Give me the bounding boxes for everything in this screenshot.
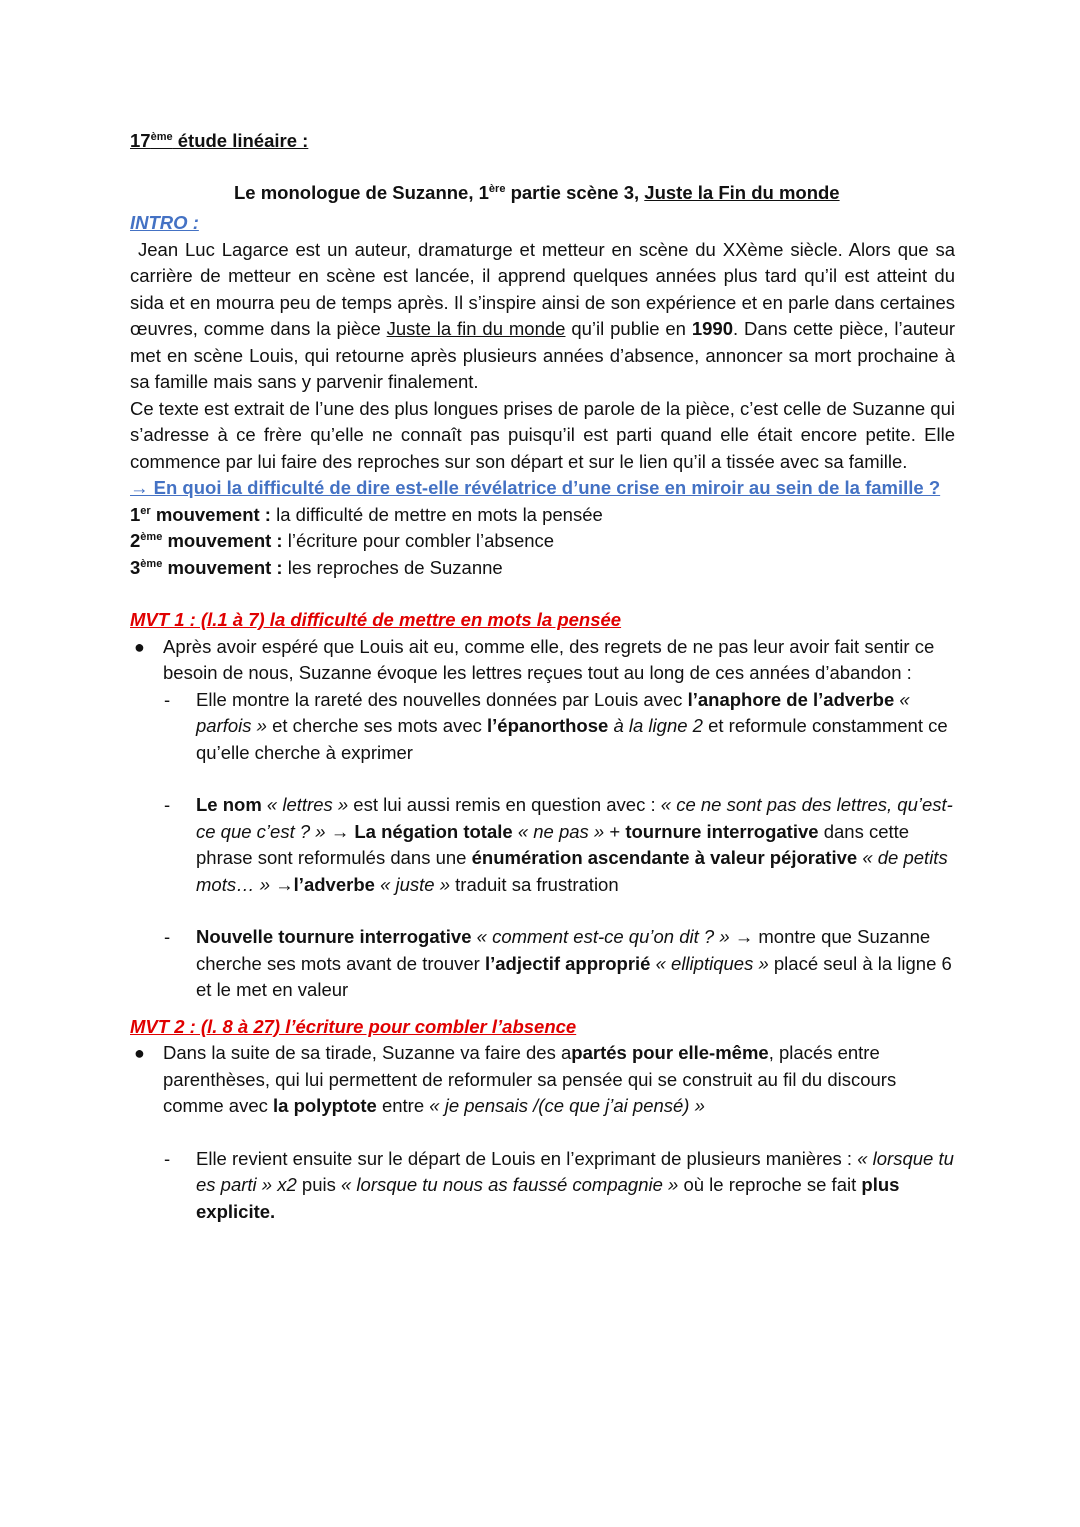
mvt1-point-1: - Elle montre la rareté des nouvelles données par Louis avec l’anaphore de l’adverbe « parfois » et cherche ses mots avec l’épanorthose à la ligne 2 et reformule constamment ce qu’elle cherche à exprimer <box>164 688 948 763</box>
intro-heading: INTRO : <box>130 212 199 233</box>
mvt1-point-3: - Nouvelle tournure interrogative « comment est-ce qu’on dit ? » → montre que Suzanne cherche ses mots avant de trouver l’adjectif approprié « elliptiques » placé seul à la ligne 6 et le met en valeur <box>164 926 952 1000</box>
mvt1-point-2: - Le nom « lettres » est lui aussi remis en question avec : « ce ne sont pas des lettres, qu’est-ce que c’est ? » → La négation totale « ne pas » + tournure interrogative dans cette phrase sont reformulés dans une énumération ascendante à valeur péjorative « de petits mots… » →l’adverbe « juste » traduit sa frustration <box>164 794 953 895</box>
bullet-icon: ● <box>134 636 145 657</box>
mvt1-bullet: ● Après avoir espéré que Louis ait eu, comme elle, des regrets de ne pas leur avoir fait sentir ce besoin de nous, Suzanne évoque les lettres reçues tout au long de ces années d’abandon : <box>134 635 935 683</box>
movement-line-1: 1er mouvement : la difficulté de mettre en mots la pensée <box>130 503 603 525</box>
document-page <box>130 128 955 1225</box>
mvt2-bullet: ● Dans la suite de sa tirade, Suzanne va faire des apartés pour elle-même, placés entre parenthèses, qui lui permettent de reformuler sa pensée qui se construit au fil du discours comme avec la polyptote entre « je pensais /(ce que j’ai pensé) » <box>134 1042 897 1116</box>
dash-icon: - <box>164 1147 171 1169</box>
movement-line-2: 2ème mouvement : l’écriture pour combler l’absence <box>130 530 555 551</box>
bullet-icon: ● <box>134 1043 145 1063</box>
dash-icon: - <box>164 794 171 815</box>
movement-line-3: 3ème mouvement : les reproches de Suzanne <box>130 556 503 578</box>
dash-icon: - <box>164 688 171 710</box>
dash-icon: - <box>164 926 171 947</box>
intro-paragraph-2: Ce texte est extrait de l’une des plus longues prises de parole de la pièce, c’est celle de Suzanne qui s’adresse à ce frère qu’elle ne connaît pas puisqu’il est parti quand elle était encore petite. Elle commence par lui faire des reproches sur son départ et sur le lien qu’il a tissée avec sa famille. <box>130 397 955 472</box>
page-title: Le monologue de Suzanne, 1ère partie scène 3, Juste la Fin du monde <box>234 182 840 203</box>
intro-paragraph-1: Jean Luc Lagarce est un auteur, dramaturge et metteur en scène du XXème siècle. Alors que sa carrière de metteur en scène est lancée, il apprend quelques années plus tard qu’il est atteint du sida et en mourra peu de temps après. Il s’inspire ainsi de son expérience et en parle dans certaines œuvres, comme dans la pièce Juste la fin du monde qu’il publie en 1990. Dans cette pièce, l’auteur met en scène Louis, qui retourne après plusieurs années d’absence, annoncer sa mort prochaine à sa famille mais sans y parvenir finalement. <box>130 238 956 392</box>
mvt1-heading: MVT 1 : (l.1 à 7) la difficulté de mettre en mots la pensée <box>130 609 622 630</box>
study-heading: 17ème étude linéaire : <box>130 130 309 151</box>
mvt2-point-1: - Elle revient ensuite sur le départ de Louis en l’exprimant de plusieurs manières : « lorsque tu es parti » x2 puis « lorsque tu nous as faussé compagnie » où le reproche se fait plus explicite. <box>164 1147 954 1222</box>
mvt2-heading: MVT 2 : (l. 8 à 27) l’écriture pour combler l’absence <box>130 1015 577 1037</box>
problematique: → En quoi la difficulté de dire est-elle révélatrice d’une crise en miroir au sein de la famille ? <box>130 477 941 498</box>
